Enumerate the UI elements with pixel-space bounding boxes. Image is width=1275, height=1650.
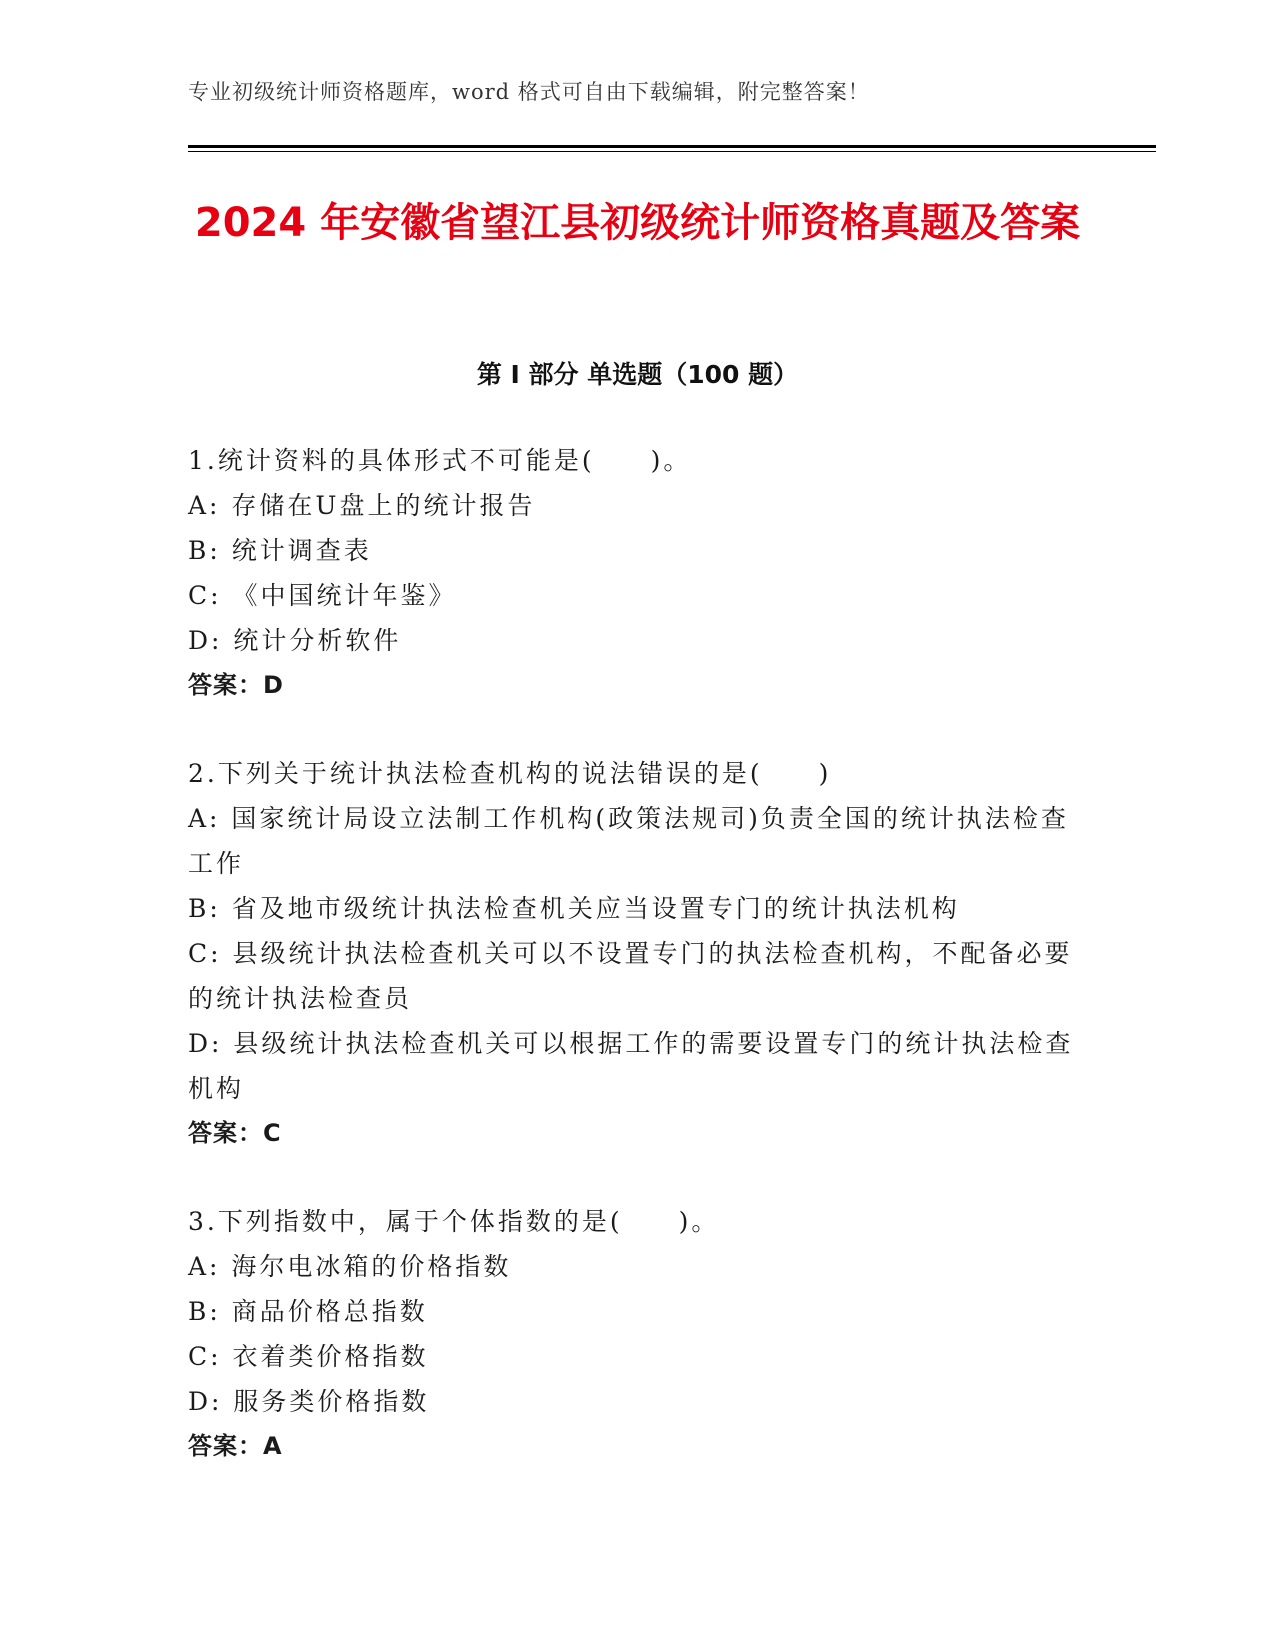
question-list bbox=[188, 438, 1076, 1512]
option-d: D: 服务类价格指数 bbox=[188, 1387, 430, 1416]
option-d: D: 统计分析软件 bbox=[188, 626, 402, 655]
answer-line: 答案：A bbox=[188, 1432, 283, 1460]
question-3 bbox=[188, 1199, 1076, 1469]
option-d: D: 县级统计执法检查机关可以根据工作的需要设置专门的统计执法检查机构 bbox=[188, 1029, 1074, 1103]
option-c: C: 衣着类价格指数 bbox=[188, 1342, 429, 1371]
page-title: 2024 年安徽省望江县初级统计师资格真题及答案 bbox=[194, 200, 1081, 246]
header-rule-thick bbox=[188, 145, 1156, 148]
option-b: B: 省及地市级统计执法检查机关应当设置专门的统计执法机构 bbox=[188, 894, 960, 923]
option-a: A: 海尔电冰箱的价格指数 bbox=[188, 1252, 512, 1281]
question-1 bbox=[188, 438, 1076, 708]
question-stem: 3.下列指数中，属于个体指数的是( )。 bbox=[188, 1207, 720, 1236]
answer-line: 答案：D bbox=[188, 671, 284, 699]
option-b: B: 统计调查表 bbox=[188, 536, 372, 565]
question-2 bbox=[188, 751, 1076, 1156]
option-c: C: 《中国统计年鉴》 bbox=[188, 581, 457, 610]
option-b: B: 商品价格总指数 bbox=[188, 1297, 428, 1326]
option-a: A: 存储在U盘上的统计报告 bbox=[188, 491, 536, 520]
option-a: A: 国家统计局设立法制工作机构(政策法规司)负责全国的统计执法检查工作 bbox=[188, 804, 1069, 878]
question-stem: 2.下列关于统计执法检查机构的说法错误的是( ) bbox=[188, 759, 832, 788]
header-rule-thin bbox=[188, 151, 1156, 152]
header-note: 专业初级统计师资格题库，word 格式可自由下载编辑，附完整答案！ bbox=[188, 80, 870, 104]
section-heading: 第 I 部分 单选题（100 题） bbox=[476, 360, 799, 389]
answer-line: 答案：C bbox=[188, 1119, 282, 1147]
option-c: C: 县级统计执法检查机关可以不设置专门的执法检查机构，不配备必要的统计执法检查员 bbox=[188, 939, 1073, 1013]
question-stem: 1.统计资料的具体形式不可能是( )。 bbox=[188, 446, 692, 475]
